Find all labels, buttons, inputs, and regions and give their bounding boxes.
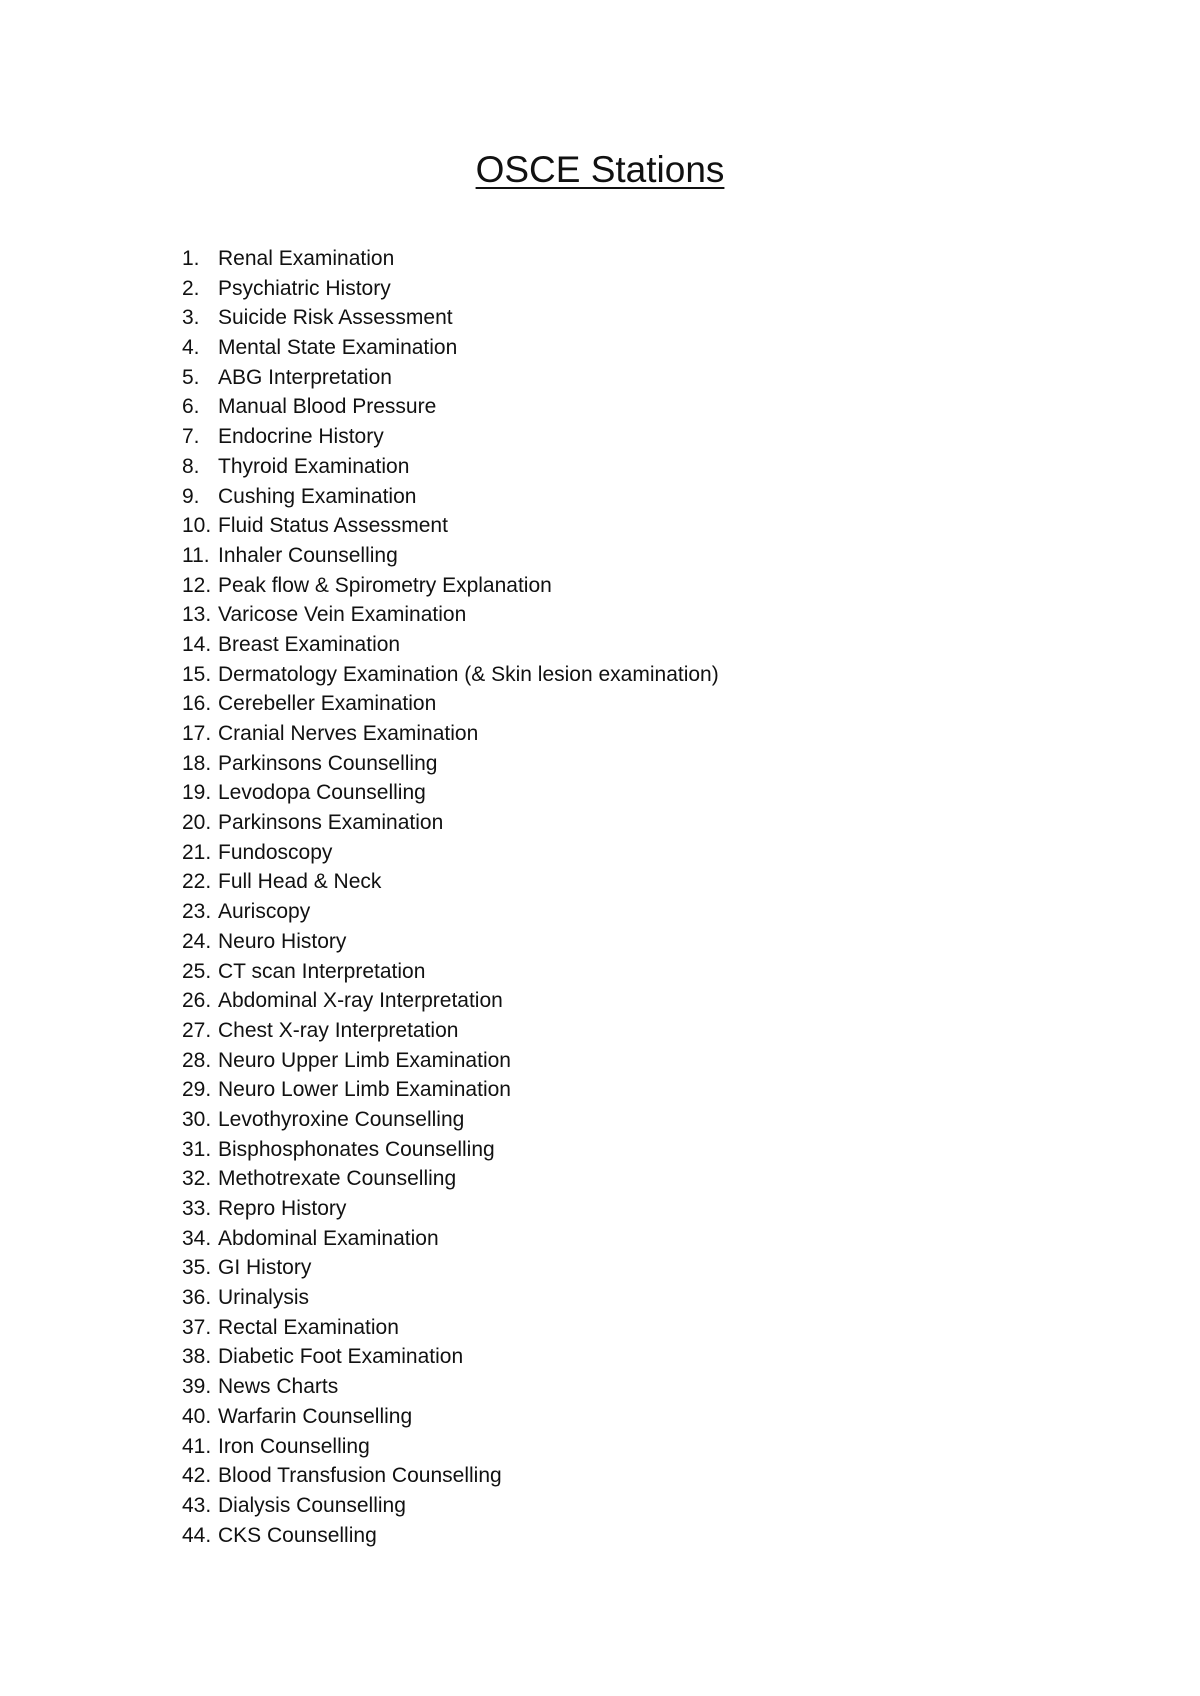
list-item-label: Warfarin Counselling [218, 1404, 413, 1428]
list-item-number: 4. [182, 336, 200, 360]
list-item-label: News Charts [218, 1375, 339, 1399]
list-item [182, 1521, 719, 1551]
list-item-label: Neuro Lower Limb Examination [218, 1078, 511, 1102]
list-item-number: 37. [182, 1315, 212, 1339]
list-item [182, 363, 719, 393]
list-item-label: Full Head & Neck [218, 870, 382, 894]
list-item [182, 1105, 719, 1135]
list-item [182, 333, 719, 363]
list-item-number: 2. [182, 276, 200, 300]
list-item [182, 303, 719, 333]
list-item-number: 38. [182, 1345, 212, 1369]
list-item-number: 28. [182, 1048, 212, 1072]
list-item [182, 244, 719, 274]
list-item [182, 511, 719, 541]
list-item-label: Repro History [218, 1197, 347, 1220]
list-item-label: Levodopa Counselling [218, 781, 426, 805]
list-item-number: 8. [182, 454, 200, 478]
list-item [182, 689, 719, 719]
list-item-number: 26. [182, 989, 212, 1013]
list-item-label: Inhaler Counselling [218, 543, 398, 567]
list-item-label: Neuro Upper Limb Examination [218, 1048, 511, 1072]
list-item-label: Dermatology Examination (& Skin lesion examination) [218, 662, 719, 686]
list-item [182, 600, 719, 630]
list-item-number: 39. [182, 1375, 212, 1399]
list-item-label: Breast Examination [218, 632, 401, 656]
list-item-number: 44. [182, 1523, 212, 1547]
list-item [182, 927, 719, 957]
list-item-number: 12. [182, 573, 212, 597]
list-item-label: Mental State Examination [218, 336, 458, 360]
list-item-number: 10. [182, 514, 212, 538]
list-item [182, 897, 719, 927]
list-item-number: 23. [182, 900, 212, 924]
list-item-number: 19. [182, 781, 212, 805]
list-item-number: 22. [182, 870, 212, 894]
list-item [182, 986, 719, 1016]
list-item [182, 778, 719, 808]
list-item-number: 17. [182, 722, 212, 745]
list-item-label: Methotrexate Counselling [218, 1167, 457, 1191]
list-item-label: Renal Examination [218, 247, 395, 270]
list-item [182, 1313, 719, 1343]
list-item [182, 1135, 719, 1165]
list-item [182, 571, 719, 601]
list-item [182, 1164, 719, 1194]
list-item [182, 1432, 719, 1462]
list-item-label: Urinalysis [218, 1286, 310, 1310]
list-item [182, 808, 719, 838]
list-item-number: 42. [182, 1464, 212, 1488]
list-item-number: 3. [182, 306, 200, 330]
list-item [182, 1046, 719, 1076]
list-item-number: 13. [182, 603, 212, 627]
list-item [182, 482, 719, 512]
list-item [182, 1016, 719, 1046]
list-item [182, 392, 719, 422]
list-item-label: Varicose Vein Examination [218, 603, 467, 627]
list-item-number: 18. [182, 751, 212, 775]
list-item-number: 21. [182, 840, 212, 864]
list-item-number: 14. [182, 632, 212, 656]
list-item-label: Psychiatric History [218, 276, 391, 300]
list-item-number: 25. [182, 959, 212, 983]
list-item-number: 5. [182, 365, 200, 389]
list-item-label: Peak flow & Spirometry Explanation [218, 573, 552, 597]
list-item-label: Fundoscopy [218, 840, 333, 864]
list-item-label: Cranial Nerves Examination [218, 722, 479, 745]
list-item-label: Endocrine History [218, 425, 384, 449]
list-item-number: 27. [182, 1018, 212, 1042]
list-item-number: 9. [182, 484, 200, 508]
list-item-number: 30. [182, 1107, 212, 1131]
list-item [182, 838, 719, 868]
list-item-label: Dialysis Counselling [218, 1493, 406, 1517]
list-item [182, 630, 719, 660]
list-item-label: Thyroid Examination [218, 454, 410, 478]
list-item-number: 35. [182, 1256, 212, 1280]
list-item [182, 1461, 719, 1491]
list-item [182, 274, 719, 304]
list-item-number: 7. [182, 425, 200, 449]
list-item-label: Cushing Examination [218, 484, 417, 508]
list-item-label: GI History [218, 1256, 312, 1280]
list-item-number: 11. [182, 543, 210, 567]
list-item-number: 36. [182, 1286, 212, 1310]
list-item-number: 6. [182, 395, 200, 419]
station-list [182, 244, 719, 1550]
list-item-number: 33. [182, 1197, 212, 1220]
list-item-label: Iron Counselling [218, 1434, 370, 1458]
list-item-number: 16. [182, 692, 212, 716]
page-title: OSCE Stations [475, 149, 725, 190]
list-item [182, 749, 719, 779]
list-item-label: Parkinsons Examination [218, 811, 444, 835]
list-item [182, 1342, 719, 1372]
list-item [182, 957, 719, 987]
list-item [182, 867, 719, 897]
list-item [182, 1224, 719, 1254]
list-item-label: Abdominal Examination [218, 1226, 439, 1250]
list-item-number: 43. [182, 1493, 212, 1517]
list-item [182, 422, 719, 452]
list-item-number: 41. [182, 1434, 212, 1458]
list-item [182, 1491, 719, 1521]
list-item [182, 1075, 719, 1105]
list-item-label: Suicide Risk Assessment [218, 306, 453, 330]
list-item-number: 34. [182, 1226, 212, 1250]
list-item-label: Auriscopy [218, 900, 311, 924]
list-item [182, 452, 719, 482]
list-item-label: Bisphosphonates Counselling [218, 1137, 495, 1161]
list-item-label: Fluid Status Assessment [218, 514, 448, 538]
list-item-number: 29. [182, 1078, 212, 1102]
list-item-label: Rectal Examination [218, 1315, 399, 1339]
list-item-number: 24. [182, 929, 212, 953]
list-item-label: Chest X-ray Interpretation [218, 1018, 459, 1042]
list-item-label: ABG Interpretation [218, 365, 392, 389]
list-item-label: Abdominal X-ray Interpretation [218, 989, 503, 1013]
list-item [182, 660, 719, 690]
list-item-number: 15. [182, 662, 212, 686]
list-item-number: 31. [182, 1137, 212, 1161]
list-item [182, 1372, 719, 1402]
list-item [182, 719, 719, 749]
list-item-label: Neuro History [218, 929, 347, 953]
list-item-label: Levothyroxine Counselling [218, 1107, 465, 1131]
list-item-label: Blood Transfusion Counselling [218, 1464, 502, 1488]
list-item-number: 40. [182, 1404, 212, 1428]
list-item-label: CT scan Interpretation [218, 959, 426, 983]
list-item-label: Parkinsons Counselling [218, 751, 438, 775]
list-item [182, 1194, 719, 1224]
list-item-number: 32. [182, 1167, 212, 1191]
list-item-number: 20. [182, 811, 212, 835]
list-item-number: 1. [182, 247, 200, 270]
list-item [182, 1402, 719, 1432]
list-item-label: CKS Counselling [218, 1523, 377, 1547]
list-item [182, 541, 719, 571]
list-item-label: Cerebeller Examination [218, 692, 437, 716]
list-item [182, 1253, 719, 1283]
list-item-label: Manual Blood Pressure [218, 395, 437, 419]
list-item-label: Diabetic Foot Examination [218, 1345, 464, 1369]
list-item [182, 1283, 719, 1313]
